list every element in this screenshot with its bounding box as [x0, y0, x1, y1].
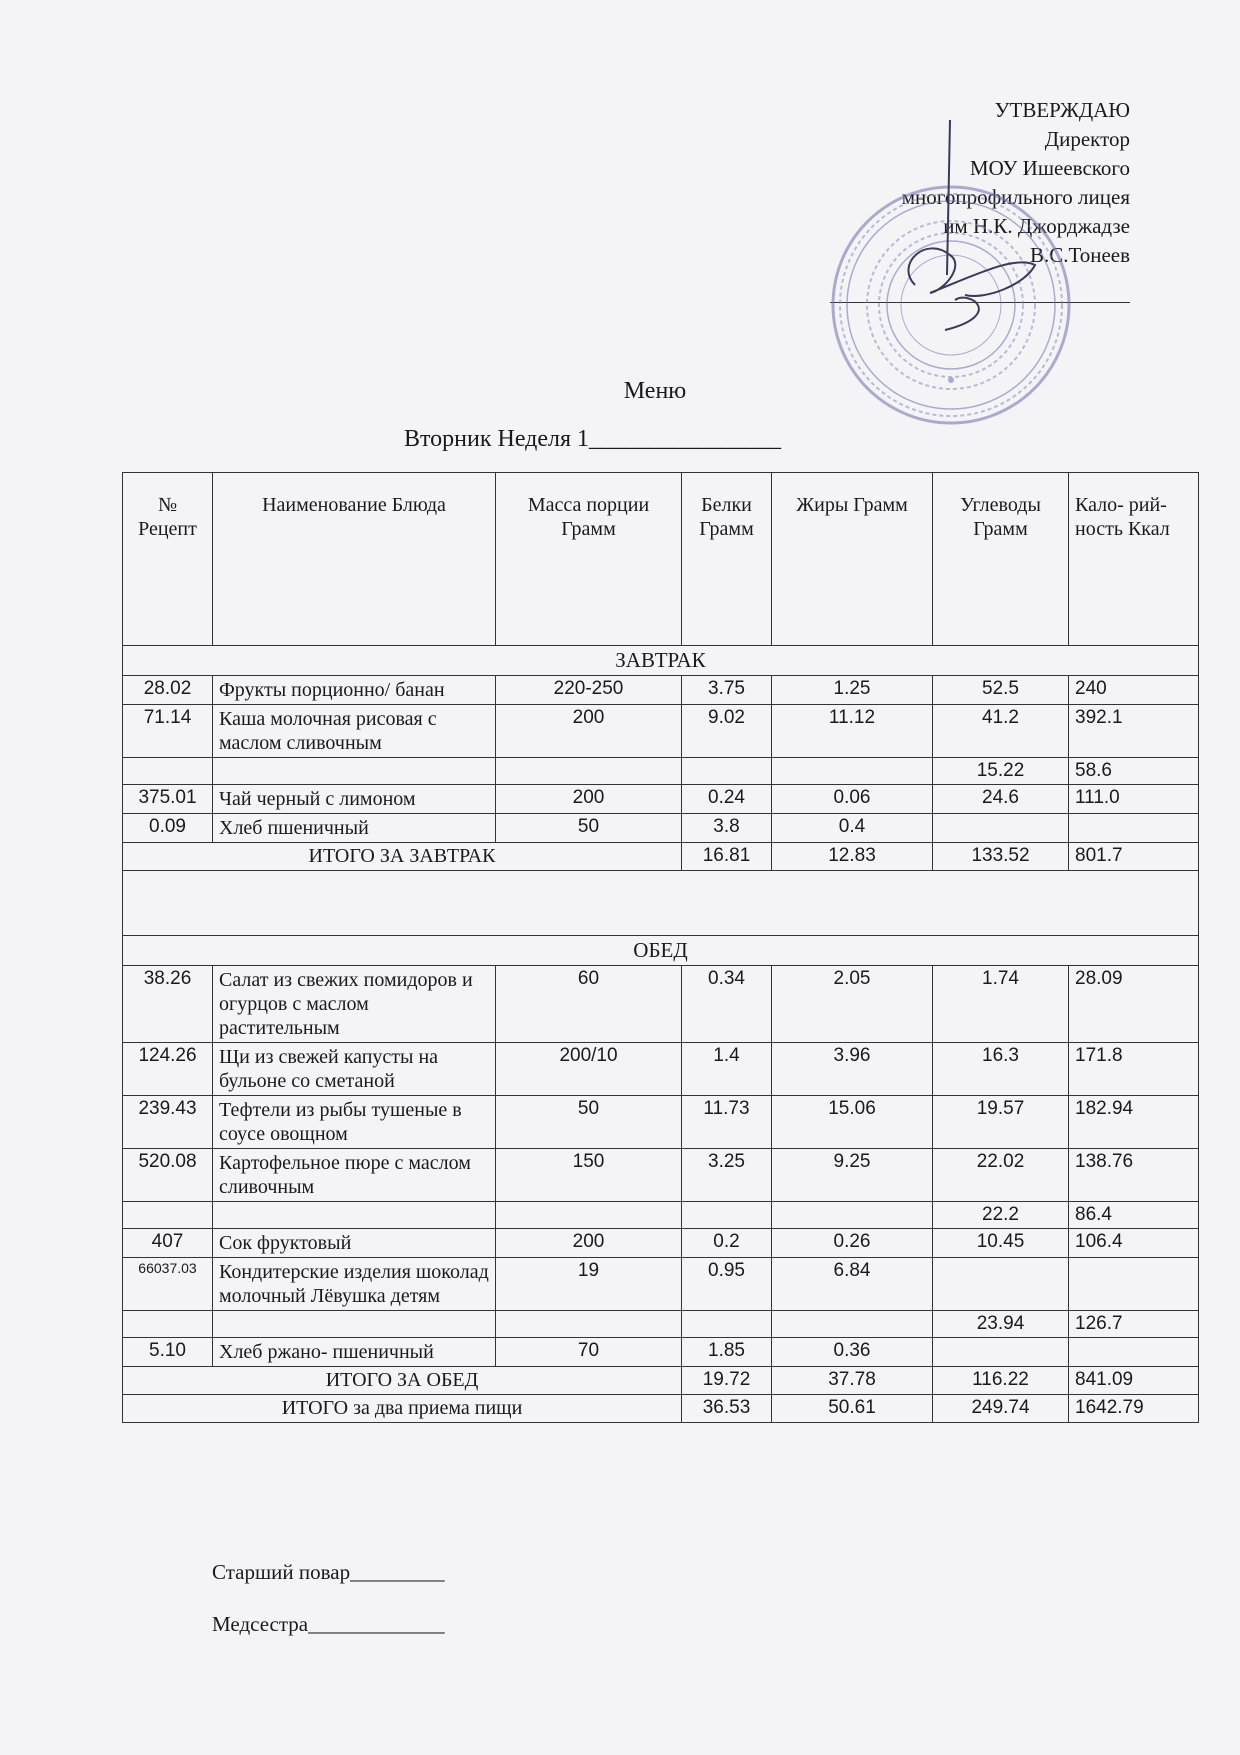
table-row — [123, 1258, 1199, 1311]
cell-fat — [772, 1202, 933, 1229]
cell-mass: 220-250 — [496, 676, 682, 705]
table-row — [123, 758, 1199, 785]
cell-carbs — [933, 1338, 1069, 1367]
cell-carbs: 10.45 — [933, 1229, 1069, 1258]
grand-total-protein: 36.53 — [682, 1395, 772, 1423]
cell-recipe — [123, 1311, 213, 1338]
cell-recipe — [123, 758, 213, 785]
cell-recipe: 66037.03 — [123, 1258, 213, 1311]
total-row-breakfast — [123, 843, 1199, 871]
cell-name: Чай черный с лимоном — [213, 785, 496, 814]
nurse-signature-label: Медсестра_____________ — [212, 1612, 445, 1636]
table-row — [123, 1043, 1199, 1096]
cell-recipe: 38.26 — [123, 966, 213, 1043]
approval-line: многопрофильного лицея — [901, 185, 1130, 209]
cell-mass: 60 — [496, 966, 682, 1043]
cell-kcal: 392.1 — [1069, 705, 1199, 758]
cell-carbs: 16.3 — [933, 1043, 1069, 1096]
page-title: Меню — [623, 378, 687, 404]
total-label: ИТОГО ЗА ОБЕД — [123, 1367, 682, 1395]
cell-protein — [682, 758, 772, 785]
cell-carbs: 22.02 — [933, 1149, 1069, 1202]
cell-protein: 11.73 — [682, 1096, 772, 1149]
cell-name: Хлеб пшеничный — [213, 814, 496, 843]
cell-protein: 3.25 — [682, 1149, 772, 1202]
grand-total-label: ИТОГО за два приема пищи — [123, 1395, 682, 1423]
cell-kcal: 126.7 — [1069, 1311, 1199, 1338]
total-fat: 37.78 — [772, 1367, 933, 1395]
table-row — [123, 1229, 1199, 1258]
total-carbs: 133.52 — [933, 843, 1069, 871]
cell-mass — [496, 758, 682, 785]
cell-name: Каша молочная рисовая с маслом сливочным — [213, 705, 496, 758]
table-row — [123, 676, 1199, 705]
cell-kcal: 106.4 — [1069, 1229, 1199, 1258]
cell-recipe: 5.10 — [123, 1338, 213, 1367]
cell-name: Тефтели из рыбы тушеные в соусе овощном — [213, 1096, 496, 1149]
grand-total-kcal: 1642.79 — [1069, 1395, 1199, 1423]
total-carbs: 116.22 — [933, 1367, 1069, 1395]
total-protein: 16.81 — [682, 843, 772, 871]
cell-mass: 200 — [496, 705, 682, 758]
cell-kcal: 138.76 — [1069, 1149, 1199, 1202]
cell-protein — [682, 1202, 772, 1229]
total-kcal: 801.7 — [1069, 843, 1199, 871]
cell-name — [213, 758, 496, 785]
cell-recipe: 407 — [123, 1229, 213, 1258]
cell-protein: 0.24 — [682, 785, 772, 814]
table-row — [123, 1096, 1199, 1149]
cell-mass — [496, 1202, 682, 1229]
column-header-recipe: № Рецепт — [123, 473, 213, 646]
total-row-lunch — [123, 1367, 1199, 1395]
cell-protein: 1.4 — [682, 1043, 772, 1096]
cell-carbs: 41.2 — [933, 705, 1069, 758]
cell-mass: 19 — [496, 1258, 682, 1311]
cell-carbs: 22.2 — [933, 1202, 1069, 1229]
cell-kcal: 86.4 — [1069, 1202, 1199, 1229]
signature-icon — [855, 115, 1075, 355]
cell-fat: 1.25 — [772, 676, 933, 705]
cell-fat: 0.4 — [772, 814, 933, 843]
column-header-fat: Жиры Грамм — [772, 473, 933, 646]
column-header-protein: Белки Грамм — [682, 473, 772, 646]
cell-protein: 9.02 — [682, 705, 772, 758]
cell-kcal: 28.09 — [1069, 966, 1199, 1043]
cell-carbs: 1.74 — [933, 966, 1069, 1043]
cell-carbs: 24.6 — [933, 785, 1069, 814]
cell-name — [213, 1311, 496, 1338]
cell-carbs: 19.57 — [933, 1096, 1069, 1149]
cell-mass: 200 — [496, 785, 682, 814]
cell-mass — [496, 1311, 682, 1338]
cell-fat: 3.96 — [772, 1043, 933, 1096]
table-row — [123, 1149, 1199, 1202]
cell-recipe: 239.43 — [123, 1096, 213, 1149]
cell-fat: 15.06 — [772, 1096, 933, 1149]
menu-table — [122, 472, 1199, 1423]
cell-name: Хлеб ржано- пшеничный — [213, 1338, 496, 1367]
cell-fat: 0.06 — [772, 785, 933, 814]
cell-recipe: 520.08 — [123, 1149, 213, 1202]
section-row-breakfast — [123, 646, 1199, 676]
cell-name: Кондитерские изделия шоколад молочный Лёвушка детям — [213, 1258, 496, 1311]
table-row — [123, 1338, 1199, 1367]
cell-fat: 0.36 — [772, 1338, 933, 1367]
cell-protein: 3.8 — [682, 814, 772, 843]
grand-total-fat: 50.61 — [772, 1395, 933, 1423]
total-protein: 19.72 — [682, 1367, 772, 1395]
cell-fat — [772, 1311, 933, 1338]
grand-total-row — [123, 1395, 1199, 1423]
cell-fat: 9.25 — [772, 1149, 933, 1202]
page-subtitle: Вторник Неделя 1________________ — [403, 426, 782, 452]
cell-name: Сок фруктовый — [213, 1229, 496, 1258]
table-row — [123, 814, 1199, 843]
cell-name — [213, 1202, 496, 1229]
cell-kcal: 111.0 — [1069, 785, 1199, 814]
cell-name: Щи из свежей капусты на бульоне со сметаной — [213, 1043, 496, 1096]
spacer-row — [123, 871, 1199, 936]
column-header-carbs: Углеводы Грамм — [933, 473, 1069, 646]
cell-name: Фрукты порционно/ банан — [213, 676, 496, 705]
chef-signature-label: Старший повар_________ — [212, 1560, 445, 1584]
cell-mass: 200/10 — [496, 1043, 682, 1096]
section-title: ЗАВТРАК — [123, 646, 1199, 676]
cell-kcal: 171.8 — [1069, 1043, 1199, 1096]
table-row — [123, 705, 1199, 758]
cell-carbs: 23.94 — [933, 1311, 1069, 1338]
cell-mass: 150 — [496, 1149, 682, 1202]
cell-mass: 50 — [496, 814, 682, 843]
approval-line: Директор — [1044, 127, 1130, 151]
cell-kcal: 58.6 — [1069, 758, 1199, 785]
cell-protein: 1.85 — [682, 1338, 772, 1367]
cell-carbs: 15.22 — [933, 758, 1069, 785]
cell-mass: 50 — [496, 1096, 682, 1149]
cell-protein: 0.2 — [682, 1229, 772, 1258]
cell-carbs: 52.5 — [933, 676, 1069, 705]
cell-fat: 2.05 — [772, 966, 933, 1043]
cell-protein: 0.95 — [682, 1258, 772, 1311]
table-row — [123, 785, 1199, 814]
section-title: ОБЕД — [123, 936, 1199, 966]
table-row — [123, 966, 1199, 1043]
cell-carbs — [933, 814, 1069, 843]
section-row-lunch — [123, 936, 1199, 966]
cell-protein — [682, 1311, 772, 1338]
cell-kcal — [1069, 1338, 1199, 1367]
cell-name: Салат из свежих помидоров и огурцов с маслом растительным — [213, 966, 496, 1043]
cell-kcal — [1069, 814, 1199, 843]
table-header-row — [123, 473, 1199, 646]
cell-recipe: 375.01 — [123, 785, 213, 814]
cell-mass: 200 — [496, 1229, 682, 1258]
cell-protein: 0.34 — [682, 966, 772, 1043]
approval-line: УТВЕРЖДАЮ — [994, 98, 1130, 122]
cell-fat: 11.12 — [772, 705, 933, 758]
cell-kcal: 240 — [1069, 676, 1199, 705]
cell-fat — [772, 758, 933, 785]
cell-kcal: 182.94 — [1069, 1096, 1199, 1149]
cell-fat: 0.26 — [772, 1229, 933, 1258]
cell-recipe: 71.14 — [123, 705, 213, 758]
total-label: ИТОГО ЗА ЗАВТРАК — [123, 843, 682, 871]
table-row — [123, 1311, 1199, 1338]
column-header-kcal: Кало- рий- ность Ккал — [1069, 473, 1199, 646]
cell-carbs — [933, 1258, 1069, 1311]
cell-recipe: 28.02 — [123, 676, 213, 705]
cell-fat: 6.84 — [772, 1258, 933, 1311]
cell-recipe: 124.26 — [123, 1043, 213, 1096]
cell-name: Картофельное пюре с маслом сливочным — [213, 1149, 496, 1202]
spacer-cell — [123, 871, 1199, 936]
cell-protein: 3.75 — [682, 676, 772, 705]
column-header-name: Наименование Блюда — [213, 473, 496, 646]
approval-line: МОУ Ишеевского — [969, 156, 1130, 180]
cell-kcal — [1069, 1258, 1199, 1311]
grand-total-carbs: 249.74 — [933, 1395, 1069, 1423]
approval-line: им Н.К. Джорджадзе — [943, 214, 1130, 238]
total-kcal: 841.09 — [1069, 1367, 1199, 1395]
table-row — [123, 1202, 1199, 1229]
cell-mass: 70 — [496, 1338, 682, 1367]
cell-recipe — [123, 1202, 213, 1229]
approval-line: В.С.Тонеев — [1029, 243, 1130, 267]
column-header-mass: Масса порции Грамм — [496, 473, 682, 646]
cell-recipe: 0.09 — [123, 814, 213, 843]
total-fat: 12.83 — [772, 843, 933, 871]
